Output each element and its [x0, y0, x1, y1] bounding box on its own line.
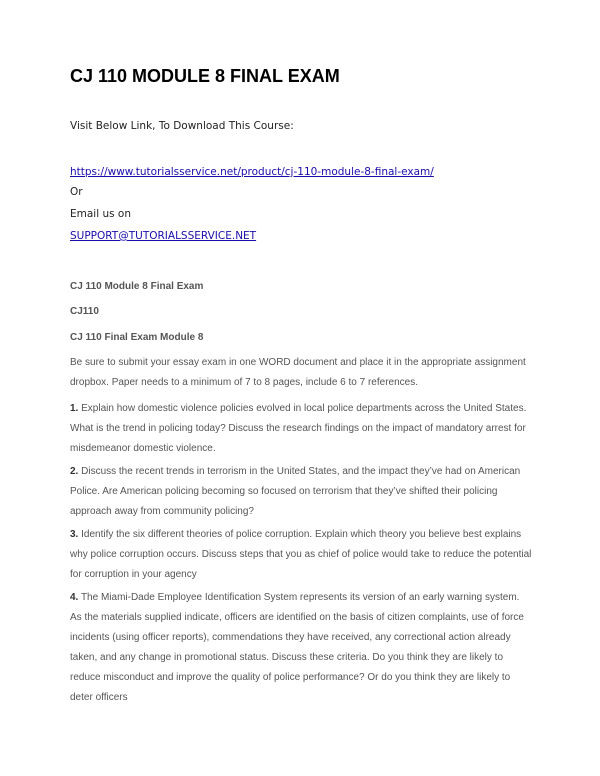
question-2	[70, 462, 532, 522]
question-1-text: Explain how domestic violence policies evolved in local police departments across the United States. What is the trend in policing today? Discuss the research findings on the impact of mandatory arrest for misdemeanor domestic violence.	[70, 403, 527, 454]
question-1-number: 1.	[70, 403, 79, 414]
question-4-number: 4.	[70, 592, 79, 603]
question-4-text: The Miami-Dade Employee Identification System represents its version of an early warning system. As the materials supplied indicate, officers are identified on the basis of citizen complaints, use of force incidents (using officer reports), commendations they have received, any correctional action already taken, and any change in promotional status. Discuss these criteria. Do you think they are likely to reduce misconduct and improve the quality of police performance? Or do you think they are likely to deter officers	[70, 592, 524, 703]
course-link[interactable]: https://www.tutorialsservice.net/product/cj-110-module-8-final-exam/	[70, 166, 434, 178]
instructions-paragraph: Be sure to submit your essay exam in one WORD document and place it in the appropriate assignment dropbox. Paper needs to a minimum of 7 to 8 pages, include 6 to 7 references.	[70, 357, 526, 388]
question-1	[70, 399, 532, 459]
or-text: Or	[70, 186, 83, 198]
page-title: CJ 110 MODULE 8 FINAL EXAM	[70, 66, 340, 86]
section-title: CJ 110 Module 8 Final Exam	[70, 281, 204, 292]
exam-title: CJ 110 Final Exam Module 8	[70, 332, 204, 343]
question-2-text: Discuss the recent trends in terrorism in the United States, and the impact they’ve had on American Police. Are American policing becoming so focused on terrorism that they’ve shifted their policing approach away from community policing?	[70, 466, 521, 517]
question-4	[70, 588, 532, 708]
email-link[interactable]: SUPPORT@TUTORIALSSERVICE.NET	[70, 230, 257, 242]
question-3-number: 3.	[70, 529, 79, 540]
question-3	[70, 525, 532, 585]
intro-text: Visit Below Link, To Download This Course:	[70, 120, 294, 132]
email-label: Email us on	[70, 208, 132, 220]
course-code: CJ110	[70, 306, 99, 317]
question-3-text: Identify the six different theories of police corruption. Explain which theory you believe best explains why police corruption occurs. Discuss steps that you as chief of police would take to reduce the potential for corruption in your agency	[70, 529, 532, 580]
question-2-number: 2.	[70, 466, 79, 477]
